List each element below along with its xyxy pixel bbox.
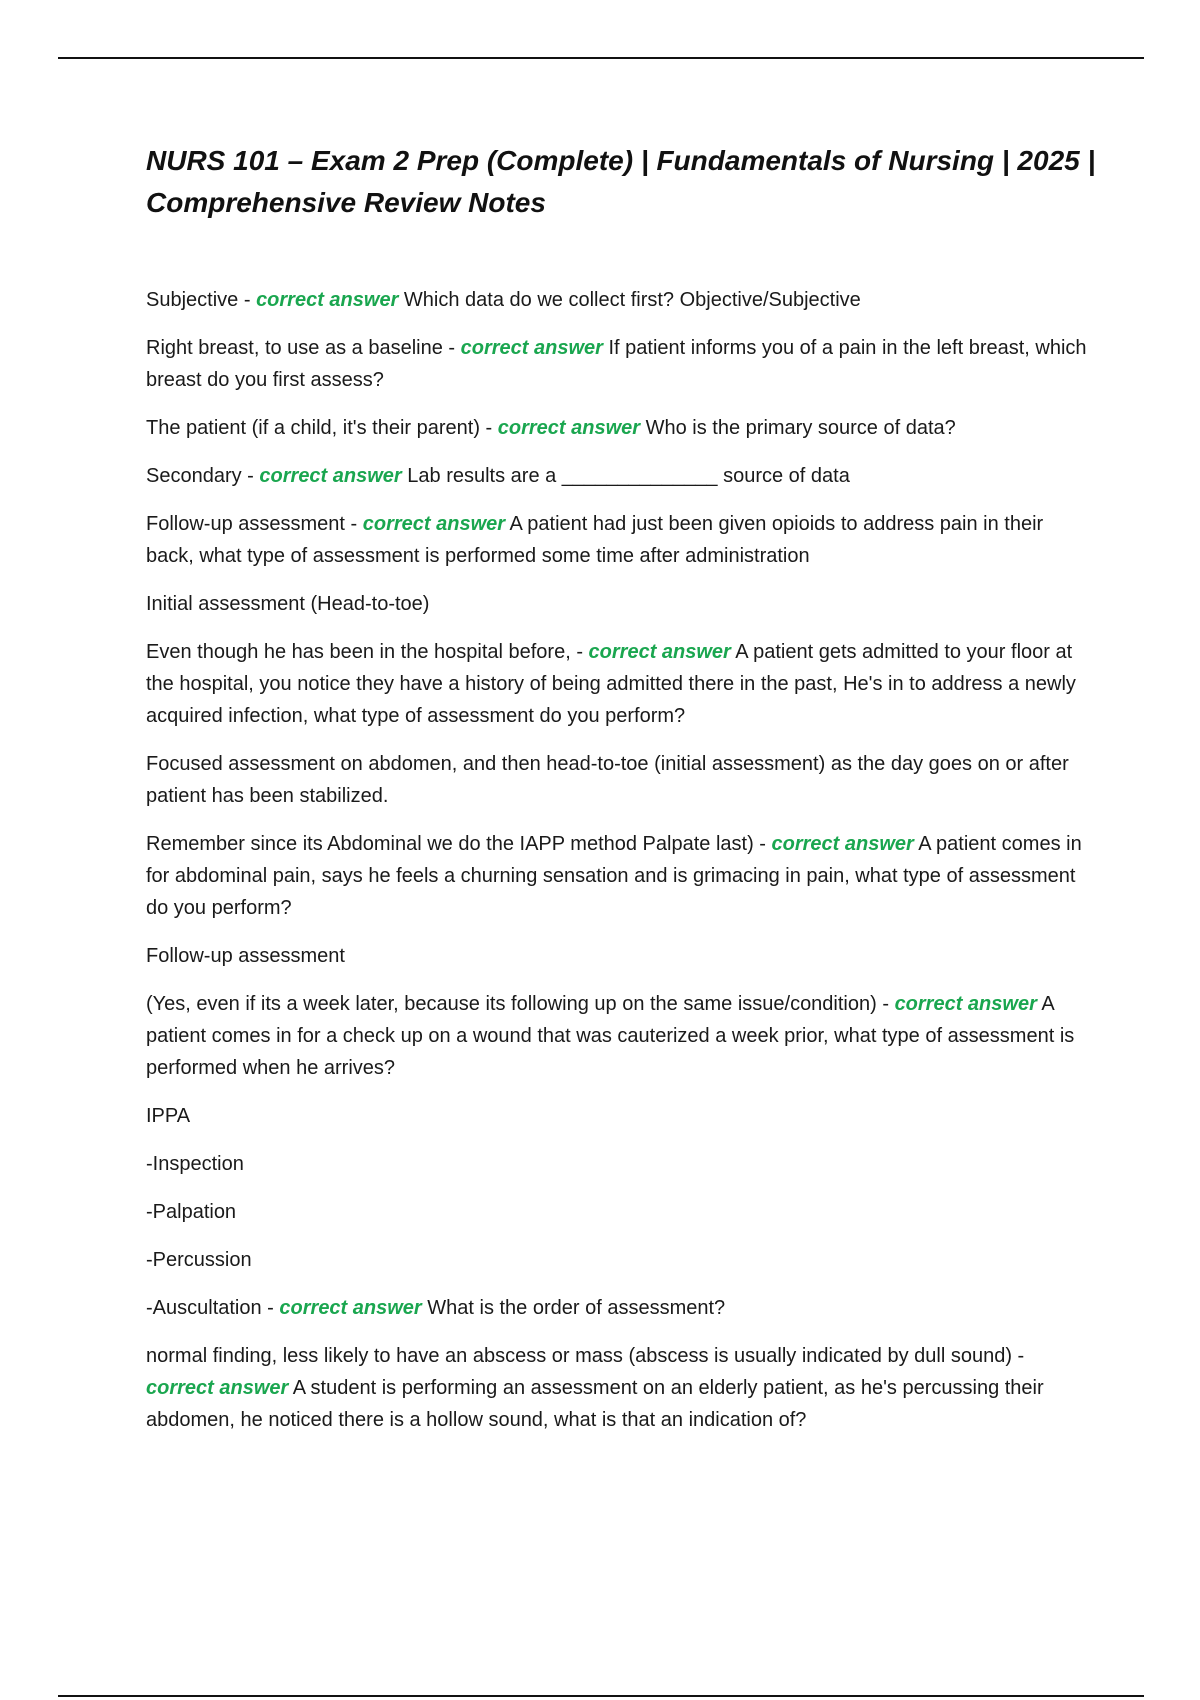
entry-answer: normal finding, less likely to have an abscess or mass (abscess is usually indicated by dull sound) - [146,1345,1025,1367]
entry-question: A patient comes in for a check up on a wound that was cauterized a week prior, what type of assessment is performed when he arrives? [146,993,1075,1079]
entry-answer: -Auscultation - [146,1297,274,1319]
qa-entry [146,284,1096,316]
entry-answer: Even though he has been in the hospital before, - [146,641,583,663]
qa-entry [146,508,1096,572]
entry-answer: Subjective - [146,289,251,311]
bottom-rule [58,1695,1144,1697]
entry-question: If patient informs you of a pain in the left breast, which breast do you first assess? [146,337,1087,391]
correct-answer-marker: correct answer [460,337,603,359]
entry-question: A student is performing an assessment on an elderly patient, as he's percussing their abdomen, he noticed there is a hollow sound, what is that an indication of? [146,1377,1044,1431]
text-line: -Percussion [146,1249,252,1271]
qa-entry [146,988,1096,1084]
correct-answer-marker: correct answer [497,417,641,439]
qa-entry [146,828,1096,924]
text-line: -Inspection [146,1153,244,1175]
correct-answer-marker: correct answer [771,833,914,855]
entry-answer: Secondary - [146,465,254,487]
entry-question: What is the order of assessment? [427,1297,726,1319]
text-line: Follow-up assessment [146,945,345,967]
entry-question: Which data do we collect first? Objective/Subjective [403,289,861,311]
correct-answer-marker: correct answer [259,465,402,487]
text-line: Focused assessment on abdomen, and then head-to-toe (initial assessment) as the day goes on or after patient has been stabilized. [146,753,1069,807]
correct-answer-marker: correct answer [894,993,1037,1015]
entry-question: Who is the primary source of data? [645,417,956,439]
correct-answer-marker: correct answer [588,641,731,663]
qa-entry [146,332,1096,396]
text-line: IPPA [146,1105,191,1127]
top-rule [58,57,1144,59]
text-line: Initial assessment (Head-to-toe) [146,593,430,615]
correct-answer-marker: correct answer [146,1377,289,1399]
entry-answer: (Yes, even if its a week later, because its following up on the same issue/condition) - [146,993,889,1015]
entry-question: Lab results are a ______________ source of data [407,465,850,487]
entry-question: A patient had just been given opioids to address pain in their back, what type of assessment is performed some time after administration [146,513,1044,567]
correct-answer-marker: correct answer [362,513,506,535]
qa-entry [146,412,1096,444]
qa-entry [146,1292,1096,1324]
document-body [146,140,1096,1452]
entry-question: A patient comes in for abdominal pain, says he feels a churning sensation and is grimacing in pain, what type of assessment do you perform? [146,833,1082,919]
qa-entry [146,636,1096,732]
document-title: NURS 101 – Exam 2 Prep (Complete) | Fundamentals of Nursing | 2025 | Comprehensive Review Notes [146,145,1096,218]
entry-answer: Right breast, to use as a baseline - [146,337,456,359]
qa-entry [146,1340,1096,1436]
text-line: -Palpation [146,1201,237,1223]
correct-answer-marker: correct answer [256,289,399,311]
correct-answer-marker: correct answer [279,1297,422,1319]
entry-answer: Remember since its Abdominal we do the IAPP method Palpate last) - [146,833,766,855]
entry-answer: The patient (if a child, it's their parent) - [146,417,493,439]
entry-answer: Follow-up assessment - [146,513,358,535]
qa-entry [146,460,1096,492]
entry-question: A patient gets admitted to your floor at the hospital, you notice they have a history of being admitted there in the past, He's in to address a newly acquired infection, what type of assessment do you perform? [146,641,1076,727]
